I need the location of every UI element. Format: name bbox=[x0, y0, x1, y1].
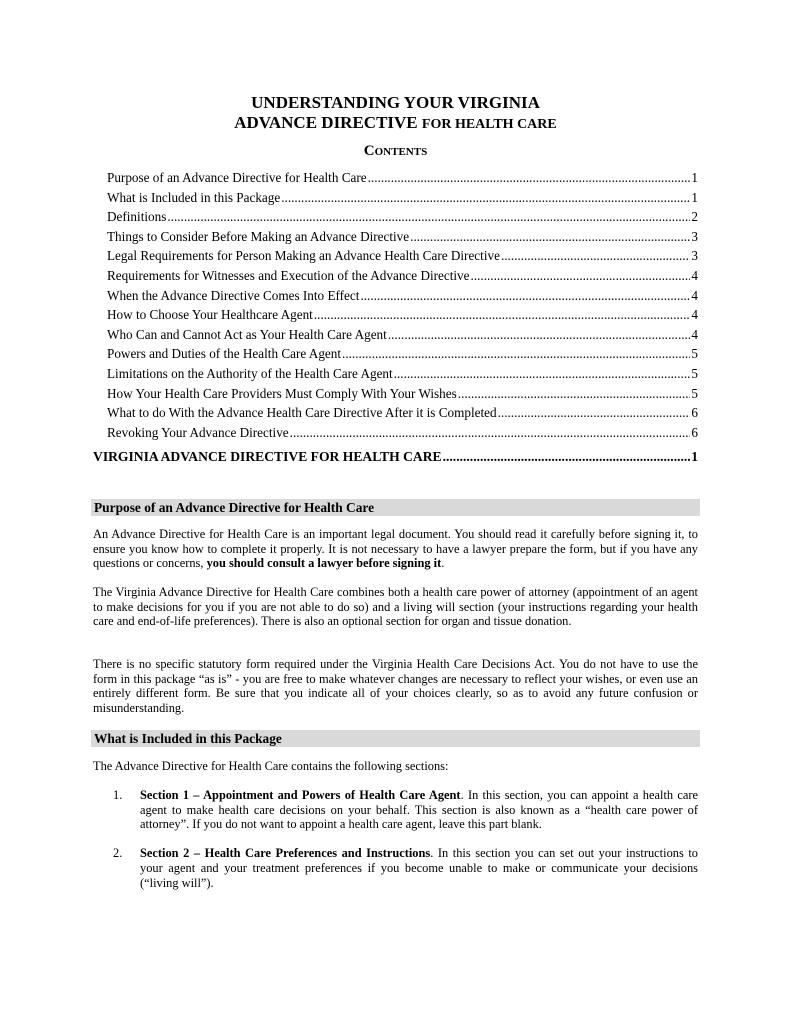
toc-leader bbox=[290, 423, 691, 443]
list-number-text: 1. bbox=[113, 788, 123, 802]
toc-entry-page: 3 bbox=[691, 228, 698, 244]
toc-entry-page: 6 bbox=[691, 424, 698, 440]
toc-leader bbox=[394, 364, 691, 384]
toc-entry-label: Definitions bbox=[107, 209, 167, 225]
toc-entry[interactable] bbox=[107, 246, 698, 266]
list-item-bold: Section 2 – Health Care Preferences and Instructions bbox=[140, 846, 431, 861]
toc-entry[interactable] bbox=[107, 344, 698, 364]
list-item-number bbox=[93, 788, 140, 832]
list-item bbox=[93, 788, 698, 832]
table-of-contents bbox=[107, 168, 698, 442]
toc-entry-label: Revoking Your Advance Directive bbox=[107, 424, 289, 440]
title-main: ADVANCE DIRECTIVE bbox=[234, 113, 418, 132]
list-item-body bbox=[140, 788, 698, 832]
toc-leader bbox=[342, 344, 690, 364]
section-heading-included: What is Included in this Package bbox=[91, 730, 700, 747]
purpose-paragraph-2: The Virginia Advance Directive for Health Care combines both a health care power of attorney (appointment of an agent to make decisions for you if you are not able to do so) and a living will section (your instructions regarding your health care and end-of-life preferences). There is also an optional section for organ and tissue donation. bbox=[93, 585, 698, 629]
list-item-number bbox=[93, 846, 140, 890]
toc-entry[interactable] bbox=[107, 227, 698, 247]
toc-entry-page: 4 bbox=[691, 267, 698, 283]
toc-entry[interactable] bbox=[107, 266, 698, 286]
toc-entry-label: Legal Requirements for Person Making an Advance Health Care Directive bbox=[107, 248, 500, 264]
toc-entry-page: 3 bbox=[691, 248, 698, 264]
toc-entry-page: 4 bbox=[691, 307, 698, 323]
toc-entry[interactable] bbox=[107, 207, 698, 227]
included-intro: The Advance Directive for Health Care contains the following sections: bbox=[93, 759, 449, 773]
toc-leader bbox=[388, 325, 691, 345]
toc-entry[interactable] bbox=[107, 384, 698, 404]
toc-entry[interactable] bbox=[107, 423, 698, 443]
toc-leader bbox=[368, 168, 691, 188]
toc-entry-page: 1 bbox=[691, 189, 698, 205]
toc-entry-label: Requirements for Witnesses and Execution of the Advance Directive bbox=[107, 267, 470, 283]
toc-leader bbox=[281, 188, 690, 208]
toc-entry-label: How Your Health Care Providers Must Comply With Your Wishes bbox=[107, 385, 457, 401]
toc-entry-page: 4 bbox=[691, 326, 698, 342]
toc-leader bbox=[458, 384, 691, 404]
toc-leader bbox=[443, 447, 691, 467]
contents-heading: Contents bbox=[363, 143, 428, 159]
toc-entry[interactable] bbox=[107, 188, 698, 208]
toc-entry[interactable] bbox=[107, 168, 698, 188]
list-number-text: 2. bbox=[113, 846, 123, 861]
list-item-text: . In this section you can set out your instructions to your agent and your treatment preferences if you become unable to make or communicate your decisions (“living will”). bbox=[140, 846, 698, 890]
toc-main-row bbox=[93, 447, 698, 467]
toc-leader bbox=[167, 207, 690, 227]
toc-entry-label: Limitations on the Authority of the Health Care Agent bbox=[107, 365, 393, 381]
toc-entry[interactable] bbox=[107, 305, 698, 325]
toc-entry-label: Things to Consider Before Making an Advance Directive bbox=[107, 228, 410, 244]
purpose-para1-text: An Advance Directive for Health Care is an important legal document. You should read it carefully before signing it, to ensure you know how to complete it properly. It is not necessary to have a lawyer prepare the form, but if you have any questions or concerns, bbox=[93, 527, 698, 571]
list-item bbox=[93, 846, 698, 890]
toc-entry-label: Who Can and Cannot Act as Your Health Care Agent bbox=[107, 326, 387, 342]
sections-list bbox=[93, 788, 698, 890]
section-heading-purpose: Purpose of an Advance Directive for Health Care bbox=[91, 499, 700, 516]
toc-main-label: VIRGINIA ADVANCE DIRECTIVE FOR HEALTH CARE bbox=[93, 449, 442, 464]
toc-entry[interactable] bbox=[107, 286, 698, 306]
toc-entry-page: 6 bbox=[691, 405, 698, 421]
toc-leader bbox=[360, 286, 690, 306]
toc-main-entry[interactable] bbox=[93, 447, 698, 467]
toc-entry-page: 4 bbox=[691, 287, 698, 303]
toc-entry-label: When the Advance Directive Comes Into Effect bbox=[107, 287, 360, 303]
toc-entry-label: How to Choose Your Healthcare Agent bbox=[107, 307, 313, 323]
toc-entry-page: 1 bbox=[691, 170, 698, 185]
toc-entry-label: Powers and Duties of the Health Care Agent bbox=[107, 346, 342, 362]
purpose-paragraph-1 bbox=[93, 527, 698, 571]
toc-entry-page: 2 bbox=[691, 209, 698, 225]
toc-entry[interactable] bbox=[107, 325, 698, 345]
toc-entry-label: What is Included in this Package bbox=[107, 189, 281, 205]
toc-leader bbox=[410, 227, 690, 247]
document-title-line1: UNDERSTANDING YOUR VIRGINIA bbox=[251, 93, 540, 112]
title-suffix: FOR HEALTH CARE bbox=[421, 117, 557, 132]
toc-entry[interactable] bbox=[107, 403, 698, 423]
list-item-bold: Section 1 – Appointment and Powers of Health Care Agent bbox=[140, 788, 461, 802]
toc-leader bbox=[498, 403, 691, 423]
toc-leader bbox=[471, 266, 691, 286]
purpose-paragraph-3: There is no specific statutory form required under the Virginia Health Care Decisions Act. You do not have to use the form in this package “as is” - you are free to make whatever changes are necessary to reflect your wishes, or even use an entirely different form. Be sure that you indicate all of your choices clearly, so as to avoid any future confusion or misunderstanding. bbox=[93, 657, 698, 715]
document-title-line2 bbox=[0, 113, 791, 133]
toc-entry-page: 5 bbox=[691, 346, 698, 362]
purpose-para1-bold: you should consult a lawyer before signing it bbox=[206, 556, 442, 571]
list-item-body bbox=[140, 846, 698, 890]
toc-leader bbox=[501, 246, 690, 266]
toc-main-page: 1 bbox=[691, 449, 698, 464]
toc-entry-label: What to do With the Advance Health Care Directive After it is Completed bbox=[107, 405, 497, 421]
purpose-para1-end: . bbox=[441, 556, 445, 571]
toc-entry[interactable] bbox=[107, 364, 698, 384]
toc-entry-label: Purpose of an Advance Directive for Health Care bbox=[107, 170, 367, 185]
list-item-text: . In this section, you can appoint a health care agent to make health care decisions on your behalf. This section is also known as a “health care power of attorney”. If you do not want to appoint a health care agent, leave this part blank. bbox=[140, 788, 698, 832]
toc-entry-page: 5 bbox=[691, 385, 698, 401]
toc-leader bbox=[314, 305, 691, 325]
toc-entry-page: 5 bbox=[691, 365, 698, 381]
